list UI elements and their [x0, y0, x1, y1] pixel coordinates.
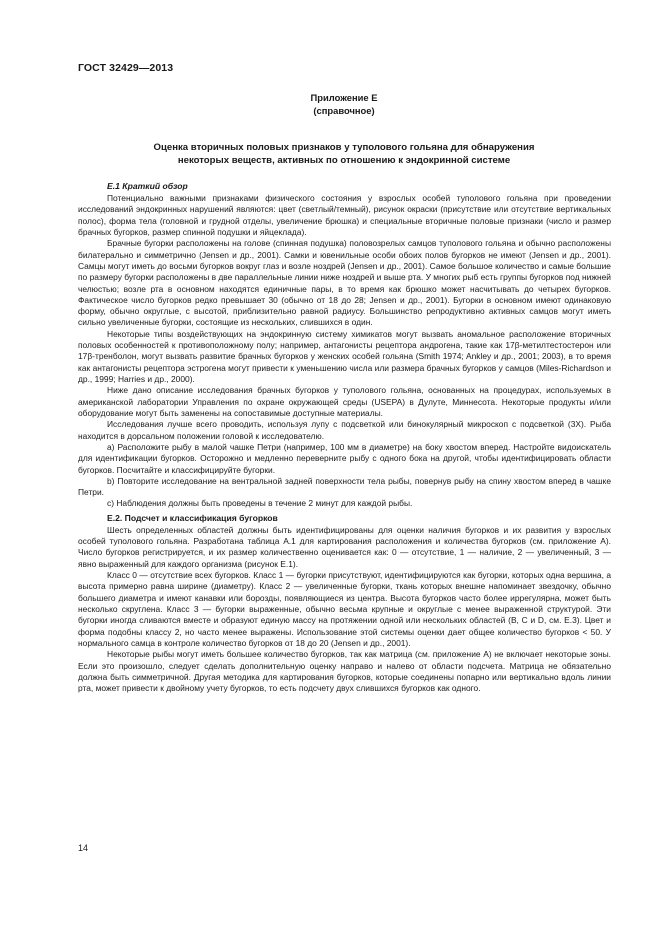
document-body	[78, 181, 611, 694]
document-title-line-2: некоторых веществ, активных по отношению к эндокринной системе	[177, 154, 511, 166]
paragraph: Исследования лучше всего проводить, используя лупу с подсветкой или бинокулярный микроскоп с подсветкой (3X). Рыба находится в дорсальном положении головой к исследователю.	[78, 419, 611, 441]
paragraph: Некоторые типы воздействующих на эндокринную систему химикатов могут вызвать аномальное расположение вторичных половых особенностей к противоположному полу; например, антагонисты рецептора андрогена, такие как 17β-метилтестостерон или 17β-тренболон, могут вызвать развитие брачных бугорков у женских особей гольяна (Smith 1974; Ankley и др., 2001; 2003), в то время как антагонисты рецептора эстрогена могут привести к уменьшению числа или размера брачных бугорков у самцов (Miles-Richardson и др., 1999; Harries и др., 2000).	[78, 328, 611, 384]
section-heading-e1: Е.1 Краткий обзор	[107, 181, 188, 191]
paragraph: Шесть определенных областей должны быть идентифицированы для оценки наличия бугорков и их развития у взрослых особей туполового гольяна. Разработана таблица А.1 для картирования расположения и количества бугорков (см. приложение А). Число бугорков регистрируется, и их размер количественно оценивается как: 0 — отсутствие, 1 — наличие, 2 — увеличенный, 3 — явно выраженный для каждого организма (рисунок Е.1).	[78, 524, 611, 569]
document-title-line-1: Оценка вторичных половых признаков у туполового гольяна для обнаружения	[153, 142, 535, 153]
document-title	[100, 142, 588, 167]
page-number: 14	[78, 843, 89, 853]
paragraph: Некоторые рыбы могут иметь большее количество бугорков, так как матрица (см. приложение А) не включает некоторые зоны. Если это произошло, следует сделать дополнительную оценку направо и налево от области подсчета. Матрица не обязательно должна быть симметричной. Другая методика для картирования бугорков, которые соединены попарно или вертикально вдоль линии рта, может привести к двойному учету бугорков, то есть подсчету двух слившихся бугорков как одного.	[78, 649, 611, 694]
list-item-a: a) Расположите рыбу в малой чашке Петри (например, 100 мм в диаметре) на боку хвостом вперед. Настройте видоискатель для идентификации бугорков. Осторожно и медленно переверните рыбу с одного бока на другой, чтобы идентифицировать области бугорков. Посчитайте и классифицируйте бугорки.	[78, 441, 611, 475]
paragraph: Класс 0 — отсутствие всех бугорков. Класс 1 — бугорки присутствуют, идентифицируются как бугорки, которых одна вершина, а высота примерно равна ширине (диаметру). Класс 2 — увеличенные бугорки, ткань которых внешне напоминает звездочку, обычно большего диаметра и имеют канавки или борозды, появляющиеся из центра. Высота бугорков часто более иррегулярна, может быть несколько скруглена. Класс 3 — бугорки выраженные, обычно весьма крупные и округлые с менее выраженной структурой. Эти бугорки иногда сливаются вместе и образуют единую массу на протяжении одной или нескольких областей (B, C и D, см. Е.3). Цвет и форма подобны классу 2, но часто менее выражены. Использование этой системы оценки дает общее количество бугорков < 50. У нормального самца в контроле количество бугорков от 18 до 20 (Jensen и др., 2001).	[78, 570, 611, 648]
paragraph: Брачные бугорки расположены на голове (спинная подушка) половозрелых самцов туполового гольяна и обычно расположены билатерально и симметрично (Jensen и др., 2001). Самки и ювенильные особи обоих полов бугорков не имеют (Jensen и др., 2001). Самцы могут иметь до восьми бугорков вокруг глаз и возле ноздрей (Jensen и др., 2001). Самое большое количество и самые большие по размеру бугорки расположены в две параллельные линии ниже ноздрей и выше рта. У многих рыб есть группы бугорков под нижней челюстью; возле рта в основном находятся единичные пары, в то время как брюшко может насчитывать до четырех бугорков. Фактическое число бугорков редко превышает 30 (обычно от 18 до 28; Jensen и др., 2001). Бугорки в основном имеют одинаковую форму, обычно округлые, с высотой, приблизительно равной радиусу. Большинство репродуктивно активных самцов могут иметь сильно увеличенные бугорки, состоящие из нескольких, слившихся в один.	[78, 238, 611, 328]
appendix-type: (справочное)	[313, 104, 375, 116]
section-heading-e2: Е.2. Подсчет и классификация бугорков	[107, 512, 278, 523]
appendix-label	[78, 92, 610, 117]
list-item-b: b) Повторите исследование на вентральной задней поверхности тела рыбы, повернув рыбу на спину хвостом вперед в чашке Петри.	[78, 475, 611, 498]
appendix-title: Приложение Е	[310, 92, 378, 103]
paragraph: Ниже дано описание исследования брачных бугорков у туполового гольяна, основанных на процедурах, используемых в американской лаборатории Управления по охране окружающей среды (USEPA) в Дулуте, Миннесота. Некоторые продукты и/или оборудование могут быть заменены на сопоставимые доступные материалы.	[78, 385, 611, 418]
page-header-standard-id: ГОСТ 32429—2013	[78, 62, 174, 74]
list-item-c: c) Наблюдения должны быть проведены в течение 2 минут для каждой рыбы.	[107, 498, 413, 509]
paragraph: Потенциально важными признаками физического состояния у взрослых особей туполового гольяна при проведении исследований эндокринных нарушений являются: цвет (светлый/темный), рисунок окраски (присутствие или отсутствие вертикальных полос), форма тела (головной и грудной отделы, увеличение брюшка) и специальные вторичные половые признаки (число и размер брачных бугорков, размер спинной подушки и яйцеклада).	[78, 193, 611, 237]
